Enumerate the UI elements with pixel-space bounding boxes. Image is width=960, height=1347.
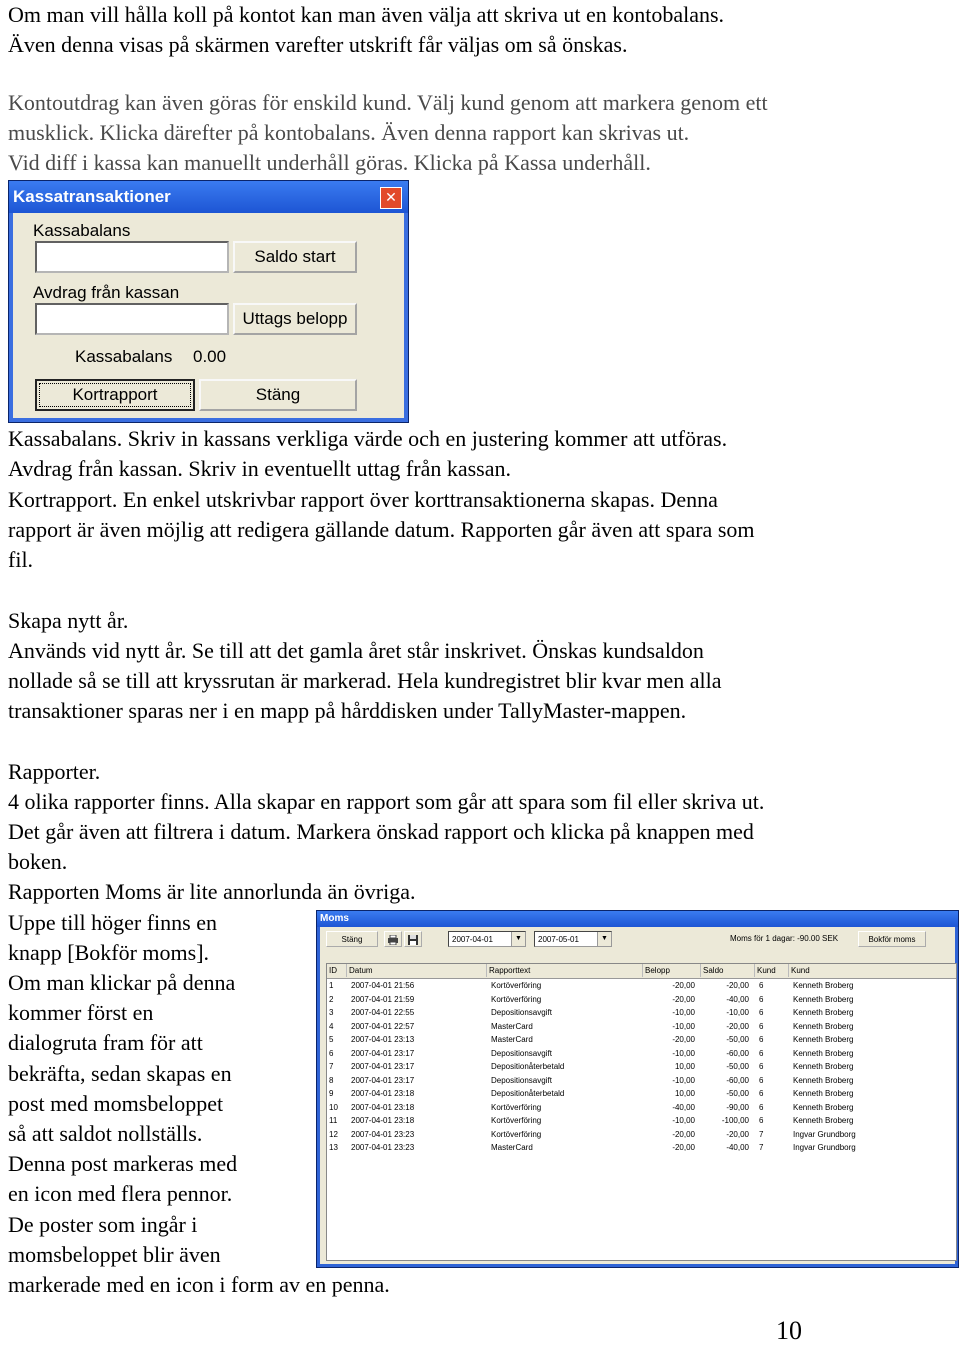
table-cell: 6: [759, 1035, 764, 1044]
window-client: [320, 927, 955, 1264]
table-cell: 2007-04-01 23:18: [351, 1116, 415, 1125]
text-line: Denna post markeras med: [8, 1151, 238, 1176]
table-cell: 2007-04-01 22:57: [351, 1021, 415, 1031]
date-to-value: 2007-05-01: [538, 935, 579, 944]
table-cell: 1: [329, 981, 334, 990]
table-cell: 13: [329, 1143, 338, 1152]
text-line: transaktioner sparas ner i en mapp på hårddisken under TallyMaster-mappen.: [8, 698, 687, 723]
table-cell: -20,00: [672, 981, 695, 990]
table-cell: MasterCard: [491, 1035, 533, 1044]
date-from-value: 2007-04-01: [452, 935, 493, 944]
kassabalans-label: Kassabalans: [33, 221, 131, 240]
table-cell: Ingvar Grundborg: [793, 1143, 856, 1152]
avdrag-input[interactable]: [35, 303, 229, 335]
table-cell: -40,00: [672, 1102, 695, 1112]
table-cell: 2: [329, 994, 334, 1004]
text-line: knapp [Bokför moms].: [8, 940, 210, 965]
table-cell: Kortöverföring: [491, 981, 542, 990]
text-line: Uppe till höger finns en: [8, 910, 217, 935]
table-row[interactable]: [327, 1128, 956, 1142]
text-line: Kassabalans. Skriv in kassans verkliga värde och en justering kommer att utföras.: [8, 426, 728, 451]
column-header[interactable]: Kund: [755, 964, 789, 977]
table-cell: Depositionsavgift: [491, 1075, 552, 1085]
table-cell: 2007-04-01 21:56: [351, 981, 415, 990]
table-cell: Kenneth Broberg: [793, 1021, 854, 1031]
table-cell: 6: [759, 981, 764, 990]
date-from-select[interactable]: [448, 931, 526, 947]
table-cell: -10,00: [672, 1048, 695, 1058]
table-cell: 3: [329, 1008, 334, 1017]
table-cell: 10: [329, 1102, 338, 1112]
text-line: 4 olika rapporter finns. Alla skapar en rapport som går att spara som fil eller skriva ut.: [8, 789, 765, 814]
table-cell: 8: [329, 1075, 334, 1085]
text-line: rapport är även möjlig att redigera gällande datum. Rapporten går även att spara som: [8, 517, 755, 542]
table-cell: Kenneth Broberg: [793, 1048, 854, 1058]
text-line: momsbeloppet blir även: [8, 1242, 221, 1267]
text-line: Skapa nytt år.: [8, 608, 129, 633]
table-cell: Kenneth Broberg: [793, 994, 854, 1004]
table-cell: 5: [329, 1035, 334, 1044]
table-cell: 9: [329, 1089, 334, 1098]
date-to-select[interactable]: [534, 931, 612, 947]
table-cell: -40,00: [726, 1143, 749, 1152]
table-cell: 10,00: [674, 1062, 695, 1071]
table-cell: -20,00: [672, 1129, 695, 1139]
moms-table: [326, 963, 957, 1261]
table-cell: Kenneth Broberg: [793, 1008, 854, 1017]
text-line: bekräfta, sedan skapas en: [8, 1061, 232, 1086]
table-header: [327, 964, 956, 979]
table-cell: 2007-04-01 23:18: [351, 1102, 415, 1112]
column-header[interactable]: Belopp: [643, 964, 701, 977]
table-cell: -50,00: [726, 1089, 749, 1098]
column-header[interactable]: Datum: [347, 964, 487, 977]
chevron-down-icon: ▼: [511, 932, 525, 946]
table-cell: 2007-04-01 23:13: [351, 1035, 415, 1044]
table-cell: 6: [759, 1008, 764, 1017]
table-cell: 2007-04-01 21:59: [351, 994, 415, 1004]
table-cell: Kenneth Broberg: [793, 981, 854, 990]
column-header[interactable]: Kund: [789, 964, 957, 977]
table-cell: 2007-04-01 23:17: [351, 1048, 415, 1058]
column-header[interactable]: ID: [327, 964, 347, 977]
text-line: fil.: [8, 547, 34, 572]
table-row[interactable]: [327, 993, 956, 1007]
table-row[interactable]: [327, 979, 956, 993]
table-cell: 7: [759, 1129, 764, 1139]
table-row[interactable]: [327, 1006, 956, 1020]
table-cell: 2007-04-01 23:18: [351, 1089, 415, 1098]
table-cell: Kenneth Broberg: [793, 1089, 854, 1098]
printer-icon[interactable]: [384, 931, 402, 947]
kortrapport-button[interactable]: Kortrapport: [35, 379, 195, 411]
table-cell: Kenneth Broberg: [793, 1102, 854, 1112]
table-cell: -20,00: [726, 1129, 749, 1139]
table-cell: Kenneth Broberg: [793, 1116, 854, 1125]
text-line: boken.: [8, 849, 68, 874]
table-row[interactable]: [327, 1033, 956, 1047]
table-cell: 12: [329, 1129, 338, 1139]
text-line: kommer först en: [8, 1000, 154, 1025]
column-header[interactable]: Rapporttext: [487, 964, 643, 977]
table-cell: -10,00: [672, 1075, 695, 1085]
table-cell: -60,00: [726, 1075, 749, 1085]
table-cell: 2007-04-01 23:17: [351, 1062, 415, 1071]
table-cell: 6: [759, 1021, 764, 1031]
table-row[interactable]: [327, 1074, 956, 1088]
table-cell: 2007-04-01 23:23: [351, 1129, 415, 1139]
text-line: post med momsbeloppet: [8, 1091, 224, 1116]
text-line: markerade med en icon i form av en penna.: [8, 1272, 390, 1297]
table-cell: Kenneth Broberg: [793, 1062, 854, 1071]
table-cell: -10,00: [672, 1021, 695, 1031]
table-cell: -20,00: [726, 981, 749, 990]
table-cell: 6: [759, 994, 764, 1004]
table-cell: 4: [329, 1021, 334, 1031]
table-cell: 11: [329, 1116, 338, 1125]
table-cell: 7: [759, 1143, 764, 1152]
window-client: [13, 213, 404, 418]
table-cell: -20,00: [726, 1021, 749, 1031]
table-cell: MasterCard: [491, 1143, 533, 1152]
table-cell: 6: [759, 1075, 764, 1085]
table-cell: MasterCard: [491, 1021, 533, 1031]
table-row[interactable]: [327, 1047, 956, 1061]
table-cell: Kortöverföring: [491, 1102, 542, 1112]
text-line: Kortrapport. En enkel utskrivbar rapport över korttransaktionerna skapas. Denna: [8, 487, 718, 512]
page-number: 10: [776, 1316, 802, 1345]
table-cell: 6: [759, 1102, 764, 1112]
table-cell: -100,00: [721, 1116, 749, 1125]
table-cell: 6: [329, 1048, 334, 1058]
table-cell: -20,00: [672, 994, 695, 1004]
stang-button[interactable]: Stäng: [326, 931, 378, 947]
table-cell: 10,00: [674, 1089, 695, 1098]
table-cell: 2007-04-01 22:55: [351, 1008, 415, 1017]
moms-summary: Moms för 1 dagar: -90.00 SEK: [730, 934, 839, 943]
table-row[interactable]: [327, 1060, 956, 1074]
chevron-down-icon: ▼: [597, 932, 611, 946]
kassabalans-display-label: Kassabalans: [75, 347, 173, 366]
uttags-belopp-button[interactable]: Uttags belopp: [233, 303, 357, 335]
table-cell: Kortöverföring: [491, 1129, 542, 1139]
table-cell: -60,00: [726, 1048, 749, 1058]
table-cell: -40,00: [726, 994, 749, 1004]
stang-button[interactable]: Stäng: [199, 379, 357, 411]
table-cell: 2007-04-01 23:23: [351, 1143, 415, 1152]
text-line: Det går även att filtrera i datum. Markera önskad rapport och klicka på knappen med: [8, 819, 754, 844]
table-cell: Kortöverföring: [491, 994, 542, 1004]
table-cell: Ingvar Grundborg: [793, 1129, 856, 1139]
table-cell: -10,00: [726, 1008, 749, 1017]
table-cell: Kortöverföring: [491, 1116, 542, 1125]
text-line: nollade så se till att kryssrutan är markerad. Hela kundregistret blir kvar men alla: [8, 668, 722, 693]
table-row[interactable]: [327, 1114, 956, 1128]
column-header[interactable]: Saldo: [701, 964, 755, 977]
table-cell: -50,00: [726, 1062, 749, 1071]
table-row[interactable]: [327, 1101, 956, 1115]
text-line: Vid diff i kassa kan manuellt underhåll göras. Klicka på Kassa underhåll.: [8, 150, 651, 175]
floppy-icon[interactable]: [404, 931, 422, 947]
table-cell: 6: [759, 1048, 764, 1058]
table-cell: 6: [759, 1062, 764, 1071]
table-cell: -20,00: [672, 1143, 695, 1152]
text-line: Rapporten Moms är lite annorlunda än övriga.: [8, 879, 416, 904]
text-line: Avdrag från kassan. Skriv in eventuellt uttag från kassan.: [8, 456, 512, 481]
table-cell: -10,00: [672, 1008, 695, 1017]
table-cell: Depositionåterbetald: [491, 1062, 565, 1071]
bokfor-moms-button[interactable]: Bokför moms: [858, 931, 926, 947]
text-line: Även denna visas på skärmen varefter utskrift får väljas om så önskas.: [8, 32, 628, 57]
text-line: Om man klickar på denna: [8, 970, 236, 995]
text-line: Kontoutdrag kan även göras för enskild kund. Välj kund genom att markera genom ett: [8, 90, 768, 115]
table-cell: Depositionåterbetald: [491, 1089, 565, 1098]
table-cell: Depositionsavgift: [491, 1048, 552, 1058]
avdrag-label: Avdrag från kassan: [33, 283, 180, 302]
table-cell: 6: [759, 1116, 764, 1125]
kassatransaktioner-window: [8, 180, 409, 423]
table-cell: -20,00: [672, 1035, 695, 1044]
table-cell: 2007-04-01 23:17: [351, 1075, 415, 1085]
text-line: en icon med flera pennor.: [8, 1181, 233, 1206]
window-title: Kassatransaktioner: [9, 181, 408, 213]
text-line: dialogruta fram för att: [8, 1030, 203, 1055]
window-title: Moms: [317, 911, 958, 927]
table-row[interactable]: [327, 1020, 956, 1034]
text-line: så att saldot nollställs.: [8, 1121, 203, 1146]
saldo-start-button[interactable]: Saldo start: [233, 241, 357, 273]
text-line: Används vid nytt år. Se till att det gamla året står inskrivet. Önskas kundsaldon: [8, 638, 704, 663]
table-cell: 6: [759, 1089, 764, 1098]
table-cell: -90,00: [726, 1102, 749, 1112]
text-line: De poster som ingår i: [8, 1212, 198, 1237]
text-line: Rapporter.: [8, 759, 101, 784]
table-cell: Kenneth Broberg: [793, 1075, 854, 1085]
table-cell: -10,00: [672, 1116, 695, 1125]
table-row[interactable]: [327, 1141, 956, 1155]
table-cell: Depositionsavgift: [491, 1008, 552, 1017]
moms-window: [316, 910, 959, 1268]
table-cell: Kenneth Broberg: [793, 1035, 854, 1044]
text-line: Om man vill hålla koll på kontot kan man även välja att skriva ut en kontobalans.: [8, 2, 725, 27]
table-row[interactable]: [327, 1087, 956, 1101]
table-cell: -50,00: [726, 1035, 749, 1044]
kassabalans-input[interactable]: [35, 241, 229, 273]
text-line: musklick. Klicka därefter på kontobalans. Även denna rapport kan skrivas ut.: [8, 120, 690, 145]
close-icon[interactable]: ✕: [380, 187, 402, 209]
kassabalans-value: 0.00: [193, 347, 227, 366]
table-cell: 7: [329, 1062, 334, 1071]
